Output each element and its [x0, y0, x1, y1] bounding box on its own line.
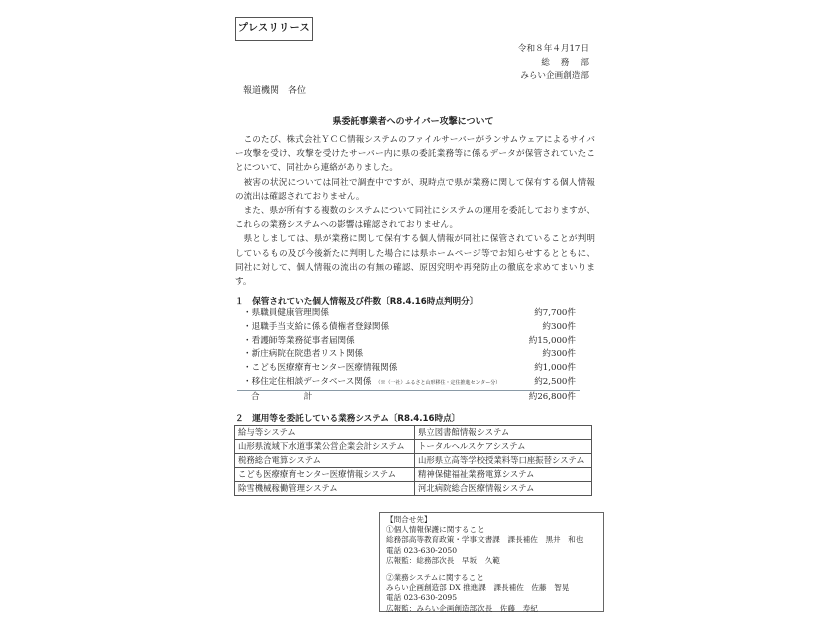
total-label-1: 合: [251, 391, 260, 402]
item-count: 約1,000件: [534, 363, 576, 374]
table-row: [235, 440, 592, 454]
issuer-department: 総務部: [541, 57, 600, 68]
table-row: [235, 454, 592, 468]
document-title: 県委託事業者へのサイバー攻撃について: [332, 117, 494, 127]
table-row: [235, 426, 592, 440]
item-note: （※（一社）ふるさと山形移住・定住推進センター分）: [375, 379, 501, 386]
addressee: 報道機関 各位: [243, 86, 307, 96]
table-cell: 税務総合電算システム: [235, 454, 415, 468]
table-row: [235, 468, 592, 482]
personal-info-list: [243, 307, 576, 405]
item-label: ・県職員健康管理関係: [243, 308, 329, 318]
contact-phone-1: 電話 023-630-2050: [386, 545, 458, 555]
total-label-2: 計: [303, 391, 313, 402]
section2-heading: ２ 運用等を委託している業務システム〔R8.4.16時点〕: [235, 414, 461, 424]
list-item: [243, 362, 576, 376]
section1-heading: １ 保管されていた個人情報及び件数〔R8.4.16時点判明分〕: [235, 297, 479, 307]
contact-topic-1: ①個人情報保護に関すること: [386, 525, 485, 535]
total-count: 約26,800件: [528, 391, 576, 402]
paragraph: このたび、株式会社ＹＣＣ情報システムのファイルサーバーがランサムウェアによるサイバー攻撃を受け、攻撃を受けたサーバー内に県の委託業務等に係るデータが保管されていたことについて、同社から連絡がありました。: [235, 135, 595, 174]
item-count: 約15,000件: [528, 335, 576, 346]
table-cell: 山形県立高等学校授業料等口座振替システム: [415, 454, 592, 468]
item-count: 約2,500件: [534, 376, 576, 387]
paragraph: 被害の状況については同社で調査中ですが、現時点で県が業務に関して保有する個人情報の流出は確認されておりません。: [235, 177, 595, 202]
contact-person-1: 総務部高等教育政策・学事文書課 課長補佐 黒井 和也: [386, 535, 584, 545]
table-cell: 精神保健福祉業務電算システム: [415, 468, 592, 482]
table-cell: 県立図書館情報システム: [415, 426, 592, 440]
item-label: ・こども医療療育センター医療情報関係: [243, 363, 398, 374]
press-release-label-box: [235, 17, 313, 41]
issue-date: 令和８年４月17日: [517, 44, 589, 54]
contact-heading: 【問合せ先】: [386, 515, 432, 524]
contact-pr-2: 広報監：みらい企画創造部次長 佐藤 寿紀: [386, 603, 538, 613]
systems-table: [234, 425, 592, 496]
item-count: 約300件: [542, 349, 576, 360]
table-cell: こども医療療育センター医療情報システム: [235, 468, 415, 482]
table-cell: 河北病院総合医療情報システム: [415, 482, 592, 496]
contact-pr-1: 広報監：総務部次長 早坂 久範: [386, 555, 500, 565]
contact-topic-2: ②業務システムに関すること: [386, 573, 484, 583]
table-row: [235, 482, 592, 496]
press-release-label: プレスリリース: [237, 23, 311, 34]
list-item: [243, 376, 576, 390]
list-item: [243, 348, 576, 362]
table-cell: 除雪機械稼働管理システム: [235, 482, 415, 496]
paragraph: また、県が所有する複数のシステムについて同社にシステムの運用を委託しておりますが、これらの業務システムへの影響は確認されておりません。: [235, 206, 595, 231]
contact-box: [379, 512, 604, 612]
list-item: [243, 335, 576, 349]
table-cell: 山形県流域下水道事業公営企業会計システム: [235, 440, 415, 454]
item-label: ・移住定住相談データベース関係: [243, 376, 372, 387]
body-text: [235, 133, 595, 289]
item-label: ・看護師等業務従事者届関係: [243, 335, 355, 346]
paragraph: 県としましては、県が業務に関して保有する個人情報が同社に保管されていることが判明しているもの及び今後新たに判明した場合には県ホームページ等でお知らせするとともに、同社に対して、個人情報の流出の有無の確認、原因究明や再発防止の徹底を求めてまいります。: [235, 234, 595, 288]
table-cell: トータルヘルスケアシステム: [415, 440, 592, 454]
item-label: ・退職手当支給に係る債権者登録関係: [243, 321, 390, 332]
issuer-block: [517, 43, 600, 84]
list-item: [243, 307, 576, 321]
list-item: [243, 321, 576, 335]
total-row: [243, 391, 576, 405]
contact-person-2: みらい企画創造部 DX 推進課 課長補佐 佐藤 智晃: [386, 583, 570, 593]
issuer-division: みらい企画創造部: [520, 71, 589, 81]
contact-phone-2: 電話 023-630-2095: [386, 593, 458, 603]
item-count: 約300件: [542, 321, 576, 332]
table-cell: 給与等システム: [235, 426, 415, 440]
item-count: 約7,700件: [534, 308, 576, 318]
item-label: ・新庄病院在院患者リスト関係: [243, 349, 364, 360]
